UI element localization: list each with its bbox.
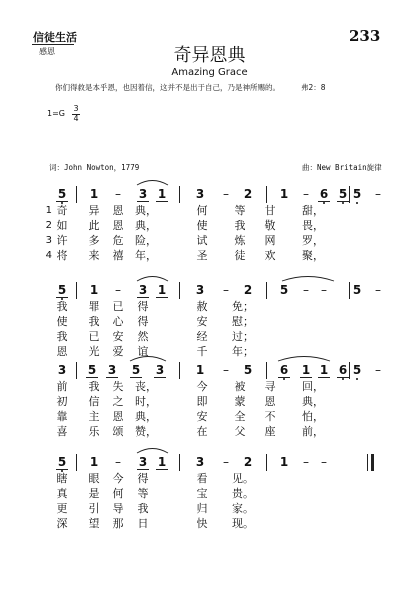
lyric-syllable: 赞， — [135, 425, 157, 438]
lyric-syllable: 来 — [88, 249, 100, 262]
lyric-syllable: 何 — [196, 204, 208, 217]
lyric-syllable: 蒙 — [234, 395, 246, 408]
lyric-line-2 — [0, 315, 419, 329]
note: 1 — [279, 187, 289, 201]
lyric-syllable: 我 — [56, 330, 68, 343]
lyric-syllable: 试 — [196, 234, 208, 247]
lyric-syllable: 心 — [112, 315, 124, 328]
lyric-syllable: 等 — [234, 204, 246, 217]
note: 2 — [243, 455, 253, 469]
verse-number: 1 — [45, 205, 52, 216]
note: 1 — [89, 283, 99, 297]
note: 6 — [314, 186, 334, 202]
lyric-syllable: 然 — [137, 330, 149, 343]
note: 1 — [157, 283, 167, 297]
lyric-syllable: 过； — [232, 330, 254, 343]
note: 3 — [138, 283, 148, 297]
lyric-syllable: 危 — [112, 234, 124, 247]
lyric-syllable: 我 — [88, 315, 100, 328]
hold-dash: – — [375, 363, 381, 377]
lyric-syllable: 望 — [88, 517, 100, 530]
note: 3 — [195, 455, 205, 469]
note: 3 — [57, 363, 67, 377]
lyric-syllable: 前 — [56, 380, 68, 393]
lyricist-credit: 词：John Nowton，1779 — [49, 163, 140, 172]
lyric-line-1 — [0, 204, 419, 218]
lyric-syllable: 日 — [137, 517, 149, 530]
lyric-syllable: 恩 — [112, 204, 124, 217]
lyric-syllable: 禧 — [112, 249, 124, 262]
lyric-syllable: 回， — [302, 380, 324, 393]
lyric-line-3 — [0, 410, 419, 424]
lyric-syllable: 典， — [135, 204, 157, 217]
lyric-syllable: 安 — [196, 315, 208, 328]
lyric-syllable: 宝 — [196, 487, 208, 500]
lyric-syllable: 乐 — [88, 425, 100, 438]
lyric-syllable: 罗， — [302, 234, 324, 247]
note: 3 — [195, 283, 205, 297]
lyric-syllable: 年； — [232, 345, 254, 358]
barline — [179, 282, 180, 299]
hold-dash: – — [321, 283, 327, 297]
lyric-syllable: 贵。 — [232, 487, 254, 500]
section-subtitle: 感恩 — [39, 47, 55, 56]
lyric-syllable: 免； — [232, 300, 254, 313]
verse-number: 2 — [45, 220, 52, 231]
hold-dash: – — [223, 455, 229, 469]
lyric-syllable: 我 — [56, 300, 68, 313]
lyric-syllable: 典， — [135, 219, 157, 232]
lyric-syllable: 甘 — [264, 204, 276, 217]
note: 5 — [87, 363, 97, 377]
lyric-syllable: 聚， — [302, 249, 324, 262]
note: 5 — [333, 186, 353, 202]
slur — [137, 277, 168, 282]
note: 1 — [279, 455, 289, 469]
lyric-line-3 — [0, 234, 419, 248]
lyric-syllable: 欢 — [264, 249, 276, 262]
note: 1 — [301, 363, 311, 377]
hold-dash: – — [115, 187, 121, 201]
eighth-underline — [56, 469, 68, 470]
eighth-underline — [56, 297, 68, 298]
lyric-syllable: 此 — [88, 219, 100, 232]
lyric-syllable: 失 — [112, 380, 124, 393]
lyric-syllable: 归 — [196, 502, 208, 515]
lyric-syllable: 被 — [234, 380, 246, 393]
lyric-line-4 — [0, 517, 419, 531]
lyric-syllable: 之 — [112, 395, 124, 408]
lyric-syllable: 恩 — [264, 395, 276, 408]
lyric-syllable: 今 — [196, 380, 208, 393]
lyric-syllable: 全 — [234, 410, 246, 423]
note: 1 — [157, 455, 167, 469]
barline — [179, 186, 180, 203]
lyric-syllable: 颂 — [112, 425, 124, 438]
hymn-title: 奇异恩典 — [173, 45, 246, 66]
lyric-syllable: 深 — [56, 517, 68, 530]
lyric-syllable: 那 — [112, 517, 124, 530]
note: 3 — [138, 187, 148, 201]
lyric-syllable: 慰； — [232, 315, 254, 328]
eighth-underline — [137, 297, 149, 298]
lyric-syllable: 即 — [196, 395, 208, 408]
lyric-syllable: 年， — [135, 249, 157, 262]
note: 1 — [89, 455, 99, 469]
lyric-syllable: 寻 — [264, 380, 276, 393]
note: 5 — [347, 362, 367, 378]
lyric-syllable: 罪 — [88, 300, 100, 313]
key-signature: 1=G — [47, 109, 65, 118]
slur — [137, 449, 168, 454]
lyric-syllable: 险， — [135, 234, 157, 247]
lyric-syllable: 圣 — [196, 249, 208, 262]
hold-dash: – — [223, 363, 229, 377]
verse-number: 3 — [45, 235, 52, 246]
verse-number: 4 — [45, 250, 52, 261]
lyric-syllable: 导 — [112, 502, 124, 515]
barline — [367, 454, 368, 471]
lyric-syllable: 谊 — [137, 345, 149, 358]
note: 2 — [243, 283, 253, 297]
lyric-syllable: 见。 — [232, 472, 254, 485]
barline — [179, 362, 180, 379]
eighth-underline — [137, 469, 149, 470]
slur — [137, 181, 168, 186]
note: 2 — [243, 187, 253, 201]
eighth-underline — [278, 377, 290, 378]
lyric-syllable: 不 — [264, 410, 276, 423]
lyric-syllable: 使 — [56, 315, 68, 328]
eighth-underline — [106, 377, 118, 378]
eighth-underline — [137, 201, 149, 202]
barline — [266, 454, 267, 471]
lyric-syllable: 已 — [112, 300, 124, 313]
barline — [266, 362, 267, 379]
lyric-syllable: 如 — [56, 219, 68, 232]
notation-line-2 — [0, 282, 419, 300]
lyric-syllable: 是 — [88, 487, 100, 500]
lyric-syllable: 安 — [196, 410, 208, 423]
lyric-syllable: 更 — [56, 502, 68, 515]
eighth-underline — [156, 297, 168, 298]
final-barline — [371, 454, 374, 471]
lyric-syllable: 恩 — [112, 219, 124, 232]
lyric-syllable: 炼 — [234, 234, 246, 247]
lyric-line-2 — [0, 487, 419, 501]
lyric-syllable: 前， — [302, 425, 324, 438]
lyric-syllable: 异 — [88, 204, 100, 217]
lyric-syllable: 安 — [112, 330, 124, 343]
lyric-syllable: 经 — [196, 330, 208, 343]
note: 5 — [279, 283, 289, 297]
lyric-syllable: 现。 — [232, 517, 254, 530]
lyric-syllable: 何 — [112, 487, 124, 500]
lyric-syllable: 今 — [112, 472, 124, 485]
lyric-syllable: 千 — [196, 345, 208, 358]
barline — [76, 362, 77, 379]
barline — [179, 454, 180, 471]
lyric-syllable: 爱 — [112, 345, 124, 358]
note: 5 — [131, 363, 141, 377]
lyric-syllable: 引 — [88, 502, 100, 515]
note: 5 — [52, 282, 72, 298]
hold-dash: – — [223, 283, 229, 297]
lyric-syllable: 等 — [137, 487, 149, 500]
notation-line-3 — [0, 362, 419, 380]
lyric-line-4 — [0, 345, 419, 359]
lyric-syllable: 瞎 — [56, 472, 68, 485]
lyric-syllable: 甜， — [302, 204, 324, 217]
hymn-title-english: Amazing Grace — [171, 67, 248, 78]
lyric-syllable: 靠 — [56, 410, 68, 423]
lyric-syllable: 喜 — [56, 425, 68, 438]
lyric-syllable: 我 — [137, 502, 149, 515]
lyric-syllable: 多 — [88, 234, 100, 247]
lyric-syllable: 真 — [56, 487, 68, 500]
lyric-syllable: 信 — [88, 395, 100, 408]
lyric-line-4 — [0, 249, 419, 263]
lyric-syllable: 恩 — [112, 410, 124, 423]
hold-dash: – — [115, 455, 121, 469]
note: 1 — [157, 187, 167, 201]
lyric-syllable: 座 — [264, 425, 276, 438]
lyric-syllable: 敬 — [264, 219, 276, 232]
lyric-syllable: 将 — [56, 249, 68, 262]
hold-dash: – — [223, 187, 229, 201]
lyric-line-2 — [0, 219, 419, 233]
eighth-underline — [154, 377, 166, 378]
barline — [266, 186, 267, 203]
section-title: 信徒生活 — [33, 31, 77, 44]
composer-credit: 曲：New Britain旋律 — [302, 163, 382, 172]
eighth-underline — [56, 201, 68, 202]
barline — [76, 186, 77, 203]
barline — [76, 282, 77, 299]
note: 5 — [52, 186, 72, 202]
eighth-underline — [156, 201, 168, 202]
lyric-syllable: 初 — [56, 395, 68, 408]
lyric-syllable: 父 — [234, 425, 246, 438]
barline — [266, 282, 267, 299]
lyric-line-3 — [0, 502, 419, 516]
hold-dash: – — [375, 187, 381, 201]
note: 3 — [107, 363, 117, 377]
notation-line-4 — [0, 454, 419, 472]
eighth-underline — [318, 201, 330, 202]
lyric-syllable: 赦 — [196, 300, 208, 313]
note: 5 — [352, 283, 362, 297]
lyric-syllable: 已 — [88, 330, 100, 343]
lyric-line-4 — [0, 425, 419, 439]
hold-dash: – — [303, 187, 309, 201]
lyric-syllable: 快 — [196, 517, 208, 530]
lyric-syllable: 主 — [88, 410, 100, 423]
note: 3 — [155, 363, 165, 377]
eighth-underline — [156, 469, 168, 470]
hold-dash: – — [303, 455, 309, 469]
lyric-syllable: 光 — [88, 345, 100, 358]
note: 1 — [89, 187, 99, 201]
note: 5 — [347, 186, 367, 202]
lyric-syllable: 典， — [135, 410, 157, 423]
note: 6 — [333, 362, 353, 378]
note: 3 — [195, 187, 205, 201]
note: 1 — [319, 363, 329, 377]
lyric-syllable: 徒 — [234, 249, 246, 262]
lyric-syllable: 得 — [137, 300, 149, 313]
lyric-syllable: 典， — [302, 395, 324, 408]
lyric-syllable: 眼 — [88, 472, 100, 485]
lyric-syllable: 得 — [137, 472, 149, 485]
eighth-underline — [300, 377, 312, 378]
lyric-line-3 — [0, 330, 419, 344]
eighth-underline — [130, 377, 142, 378]
eighth-underline — [86, 377, 98, 378]
note: 3 — [138, 455, 148, 469]
lyric-syllable: 使 — [196, 219, 208, 232]
lyric-syllable: 我 — [88, 380, 100, 393]
hold-dash: – — [321, 455, 327, 469]
lyric-syllable: 怕， — [302, 410, 324, 423]
hold-dash: – — [303, 283, 309, 297]
lyric-line-1 — [0, 472, 419, 486]
lyric-syllable: 家。 — [232, 502, 254, 515]
time-signature-top: 3 — [73, 104, 79, 113]
note: 5 — [243, 363, 253, 377]
lyric-syllable: 恩 — [56, 345, 68, 358]
lyric-line-1 — [0, 380, 419, 394]
time-signature-bottom: 4 — [73, 114, 79, 123]
lyric-syllable: 在 — [196, 425, 208, 438]
lyric-syllable: 得 — [137, 315, 149, 328]
lyric-syllable: 我 — [234, 219, 246, 232]
lyric-syllable: 畏， — [302, 219, 324, 232]
lyric-syllable: 时， — [135, 395, 157, 408]
lyric-syllable: 许 — [56, 234, 68, 247]
lyric-syllable: 网 — [264, 234, 276, 247]
note: 5 — [52, 454, 72, 470]
barline — [76, 454, 77, 471]
scripture-verse: 你们得救是本乎恩，也因着信，这并不是出于自己，乃是神所赐的。 — [55, 83, 280, 92]
lyric-syllable: 看 — [196, 472, 208, 485]
note: 1 — [195, 363, 205, 377]
eighth-underline — [318, 377, 330, 378]
lyric-syllable: 丧， — [135, 380, 157, 393]
slur — [282, 277, 334, 282]
hold-dash: – — [115, 283, 121, 297]
notation-line-1 — [0, 186, 419, 204]
hymn-number: 233 — [349, 27, 381, 45]
lyric-line-1 — [0, 300, 419, 314]
note: 6 — [274, 362, 294, 378]
lyric-line-2 — [0, 395, 419, 409]
scripture-reference: 弗2：8 — [301, 83, 326, 92]
lyric-syllable: 奇 — [56, 204, 68, 217]
hold-dash: – — [375, 283, 381, 297]
